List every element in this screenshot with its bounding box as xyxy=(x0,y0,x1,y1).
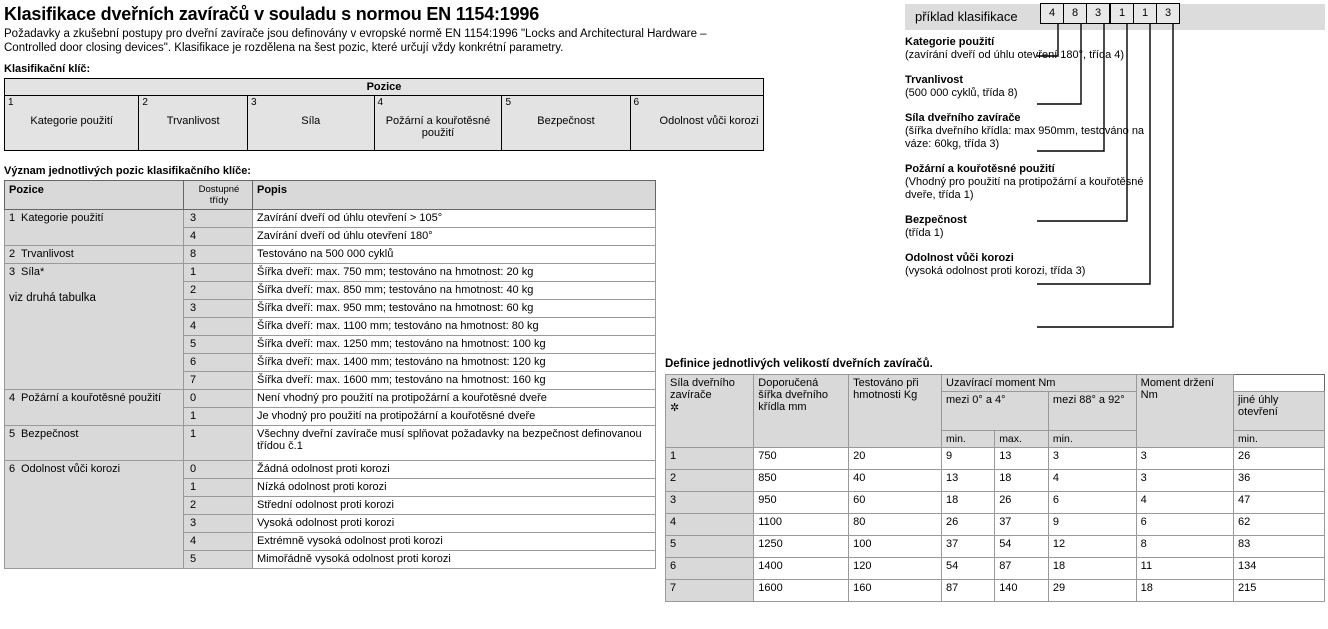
pozice-label-5: Bezpečnost xyxy=(537,115,595,127)
table-row xyxy=(5,210,656,228)
vyznam-group-text-6: Odolnost vůči korozi xyxy=(21,463,121,475)
vyznam-desc: Střední odolnost proti korozi xyxy=(253,497,656,515)
table-row xyxy=(666,514,1325,536)
vyznam-desc: Šířka dveří: max. 1600 mm; testováno na hmotnost: 160 kg xyxy=(253,372,656,390)
page-title: Klasifikace dveřních zavíračů v souladu s normou EN 1154:1996 xyxy=(4,4,540,24)
vyznam-class: 4 xyxy=(184,318,253,336)
def-minjine: 3 xyxy=(1136,448,1233,470)
vyznam-col-pozice: Pozice xyxy=(5,181,184,210)
vyznam-table xyxy=(4,180,656,569)
vyznam-group-label-5 xyxy=(5,426,184,461)
vyznam-class: 3 xyxy=(184,210,253,228)
table-row xyxy=(5,426,656,461)
def-maxdrzeni: 26 xyxy=(1234,448,1325,470)
vyznam-desc: Šířka dveří: max. 1250 mm; testováno na hmotnost: 100 kg xyxy=(253,336,656,354)
pozice-cell-3 xyxy=(248,96,374,151)
code-digit-6: 3 xyxy=(1156,3,1180,24)
pozice-label-4: Požární a kouřotěsné použití xyxy=(385,115,491,139)
vyznam-desc: Šířka dveří: max. 1400 mm; testováno na hmotnost: 120 kg xyxy=(253,354,656,372)
vyznam-group-num-6: 6 xyxy=(9,463,16,475)
vyznam-desc: Všechny dveřní zavírače musí splňovat požadavky na bezpečnost definovanou třídou č.1 xyxy=(253,426,656,461)
table-row xyxy=(666,558,1325,580)
code-digit-1: 4 xyxy=(1040,3,1063,24)
def-min04: 87 xyxy=(942,580,995,602)
classification-key-heading: Klasifikační klíč: xyxy=(4,63,91,75)
def-max04: 26 xyxy=(995,492,1049,514)
legend-title-6: Odolnost vůči korozi xyxy=(905,252,1014,264)
def-minjine: 3 xyxy=(1136,470,1233,492)
def-min04: 13 xyxy=(942,470,995,492)
vyznam-desc: Šířka dveří: max. 750 mm; testováno na hmotnost: 20 kg xyxy=(253,264,656,282)
legend-title-5: Bezpečnost xyxy=(905,214,967,226)
vyznam-desc: Šířka dveří: max. 1100 mm; testováno na hmotnost: 80 kg xyxy=(253,318,656,336)
definice-table xyxy=(665,374,1325,602)
pozice-number-2: 2 xyxy=(142,97,148,108)
vyznam-class: 0 xyxy=(184,390,253,408)
def-hmotnost: 40 xyxy=(849,470,942,492)
vyznam-class: 5 xyxy=(184,336,253,354)
def-min04: 9 xyxy=(942,448,995,470)
vyznam-group-label-4 xyxy=(5,390,184,426)
def-sila: 3 xyxy=(666,492,754,514)
vyznam-desc: Vysoká odolnost proti korozi xyxy=(253,515,656,533)
def-min8892: 12 xyxy=(1048,536,1136,558)
def-col-sila-mark: ✲ xyxy=(670,402,680,414)
legend-item-1 xyxy=(905,36,1155,62)
pozice-number-1: 1 xyxy=(8,97,14,108)
legend-desc-4: (Vhodný pro použití na protipožární a kouřotěsné dveře, třída 1) xyxy=(905,176,1144,201)
pozice-number-5: 5 xyxy=(505,97,512,108)
code-digit-5: 1 xyxy=(1133,3,1156,24)
vyznam-group-label-6 xyxy=(5,461,184,569)
pozice-number-6: 6 xyxy=(633,97,640,108)
def-maxdrzeni: 62 xyxy=(1234,514,1325,536)
def-sirka: 1600 xyxy=(754,580,849,602)
vyznam-group-num-5: 5 xyxy=(9,428,16,440)
vyznam-group-num-3: 3 xyxy=(9,266,16,278)
def-hmotnost: 120 xyxy=(849,558,942,580)
pozice-table xyxy=(4,78,764,151)
classification-code xyxy=(1040,3,1180,24)
table-row xyxy=(666,536,1325,558)
def-sirka: 950 xyxy=(754,492,849,514)
vyznam-group-note-3: viz druhá tabulka xyxy=(9,292,96,304)
def-sirka: 1100 xyxy=(754,514,849,536)
def-maxdrzeni: 134 xyxy=(1234,558,1325,580)
def-hmotnost: 60 xyxy=(849,492,942,514)
pozice-label-1: Kategorie použití xyxy=(30,115,113,127)
vyznam-group-num-1: 1 xyxy=(9,212,16,224)
priklad-title: příklad klasifikace xyxy=(915,9,1018,24)
table-row xyxy=(5,246,656,264)
vyznam-class: 1 xyxy=(184,426,253,461)
def-minjine: 11 xyxy=(1136,558,1233,580)
intro-paragraph: Požadavky a zkušební postupy pro dveřní zavírače jsou definovány v evropské normě EN 1154:1996 "Locks and Architectural Hardware – Controlled door closing devices". Klasifikace je rozdělena na šest pozic, které určují vždy konkrétní parametry. xyxy=(4,28,707,54)
vyznam-group-num-4: 4 xyxy=(9,392,16,404)
def-col-sila xyxy=(666,375,754,448)
vyznam-col-popis: Popis xyxy=(253,181,656,210)
def-min04: 37 xyxy=(942,536,995,558)
vyznam-class: 8 xyxy=(184,246,253,264)
def-sirka: 1400 xyxy=(754,558,849,580)
def-sila: 4 xyxy=(666,514,754,536)
def-minjine: 18 xyxy=(1136,580,1233,602)
legend-title-1: Kategorie použití xyxy=(905,36,995,48)
right-column xyxy=(665,0,1328,629)
vyznam-class: 2 xyxy=(184,497,253,515)
def-sila: 7 xyxy=(666,580,754,602)
vyznam-desc: Mimořádně vysoká odolnost proti korozi xyxy=(253,551,656,569)
vyznam-class: 1 xyxy=(184,479,253,497)
def-unit-min3: min. xyxy=(1234,431,1325,448)
vyznam-class: 0 xyxy=(184,461,253,479)
def-max04: 87 xyxy=(995,558,1049,580)
def-max04: 140 xyxy=(995,580,1049,602)
def-max04: 54 xyxy=(995,536,1049,558)
def-minjine: 6 xyxy=(1136,514,1233,536)
legend-title-4: Požární a kouřotěsné použití xyxy=(905,163,1055,175)
vyznam-group-label-1 xyxy=(5,210,184,246)
vyznam-class: 3 xyxy=(184,300,253,318)
code-digit-3: 3 xyxy=(1086,3,1109,24)
def-maxdrzeni: 36 xyxy=(1234,470,1325,492)
legend-item-3 xyxy=(905,112,1155,151)
def-hmotnost: 100 xyxy=(849,536,942,558)
legend-list xyxy=(905,36,1155,285)
def-col-sirka: Doporučená šířka dveřního křídla mm xyxy=(754,375,849,448)
vyznam-desc: Žádná odolnost proti korozi xyxy=(253,461,656,479)
def-col-hmotnost: Testováno při hmotnosti Kg xyxy=(849,375,942,448)
legend-item-2 xyxy=(905,74,1155,100)
vyznam-group-label-3 xyxy=(5,264,184,390)
code-digit-4: 1 xyxy=(1109,3,1133,24)
code-digit-2: 8 xyxy=(1063,3,1086,24)
legend-item-6 xyxy=(905,252,1155,278)
def-unit-min2: min. xyxy=(1048,431,1136,448)
pozice-number-3: 3 xyxy=(251,97,257,108)
vyznam-col-tridy: Dostupné třídy xyxy=(184,181,253,210)
def-sila: 6 xyxy=(666,558,754,580)
vyznam-desc: Testováno na 500 000 cyklů xyxy=(253,246,656,264)
table-row xyxy=(5,461,656,479)
legend-title-2: Trvanlivost xyxy=(905,74,964,86)
vyznam-desc: Šířka dveří: max. 850 mm; testováno na hmotnost: 40 kg xyxy=(253,282,656,300)
vyznam-class: 2 xyxy=(184,282,253,300)
legend-desc-2: (500 000 cyklů, třída 8) xyxy=(905,87,1018,99)
pozice-cell-2 xyxy=(139,96,248,151)
def-max04: 18 xyxy=(995,470,1049,492)
vyznam-desc: Není vhodný pro použití na protipožární a kouřotěsné dveře xyxy=(253,390,656,408)
vyznam-desc: Zavírání dveří od úhlu otevření > 105° xyxy=(253,210,656,228)
pozice-number-4: 4 xyxy=(377,97,384,108)
def-sirka: 750 xyxy=(754,448,849,470)
pozice-cell-4 xyxy=(374,96,502,151)
vyznam-class: 7 xyxy=(184,372,253,390)
def-min04: 18 xyxy=(942,492,995,514)
table-row xyxy=(666,470,1325,492)
def-sila: 2 xyxy=(666,470,754,492)
def-max04: 37 xyxy=(995,514,1049,536)
pozice-label-3: Síla xyxy=(301,115,321,127)
def-sub-jine: jiné úhly otevření xyxy=(1234,392,1325,431)
vyznam-class: 4 xyxy=(184,228,253,246)
def-sub-88-92: mezi 88° a 92° xyxy=(1048,392,1136,431)
def-maxdrzeni: 47 xyxy=(1234,492,1325,514)
vyznam-group-text-2: Trvanlivost xyxy=(21,248,74,260)
vyznam-heading: Význam jednotlivých pozic klasifikačního klíče: xyxy=(4,165,251,177)
def-sirka: 850 xyxy=(754,470,849,492)
def-maxdrzeni: 83 xyxy=(1234,536,1325,558)
pozice-cell-6 xyxy=(630,96,763,151)
def-max04: 13 xyxy=(995,448,1049,470)
vyznam-group-text-3: Síla* xyxy=(21,266,45,278)
vyznam-desc: Extrémně vysoká odolnost proti korozi xyxy=(253,533,656,551)
def-min8892: 29 xyxy=(1048,580,1136,602)
pozice-cell-5 xyxy=(502,96,630,151)
def-col-sila-label: Síla dveřního zavírače xyxy=(670,377,735,401)
legend-desc-5: (třída 1) xyxy=(905,227,944,239)
def-col-uzaviraci-moment: Uzavírací moment Nm xyxy=(942,375,1137,392)
def-min8892: 4 xyxy=(1048,470,1136,492)
vyznam-class: 4 xyxy=(184,533,253,551)
def-sirka: 1250 xyxy=(754,536,849,558)
def-min8892: 3 xyxy=(1048,448,1136,470)
vyznam-group-text-1: Kategorie použití xyxy=(21,212,104,224)
vyznam-group-text-4: Požární a kouřotěsné použití xyxy=(21,392,162,404)
def-sila: 1 xyxy=(666,448,754,470)
legend-title-3: Síla dveřního zavírače xyxy=(905,112,1021,124)
def-min8892: 18 xyxy=(1048,558,1136,580)
def-sub-0-4: mezi 0° a 4° xyxy=(942,392,1049,431)
def-hmotnost: 80 xyxy=(849,514,942,536)
vyznam-class: 1 xyxy=(184,264,253,282)
table-row xyxy=(666,580,1325,602)
table-row xyxy=(5,264,656,282)
def-hmotnost: 160 xyxy=(849,580,942,602)
def-min8892: 6 xyxy=(1048,492,1136,514)
def-minjine: 8 xyxy=(1136,536,1233,558)
definice-heading: Definice jednotlivých velikostí dveřních zavíračů. xyxy=(665,358,933,370)
def-unit-max1: max. xyxy=(995,431,1049,448)
vyznam-group-label-2 xyxy=(5,246,184,264)
table-row xyxy=(666,492,1325,514)
vyznam-desc: Nízká odolnost proti korozi xyxy=(253,479,656,497)
def-unit-min1: min. xyxy=(942,431,995,448)
def-maxdrzeni: 215 xyxy=(1234,580,1325,602)
table-row xyxy=(666,448,1325,470)
pozice-table-header: Pozice xyxy=(5,79,764,96)
vyznam-desc: Šířka dveří: max. 950 mm; testováno na hmotnost: 60 kg xyxy=(253,300,656,318)
vyznam-desc: Zavírání dveří od úhlu otevření 180° xyxy=(253,228,656,246)
vyznam-group-text-5: Bezpečnost xyxy=(21,428,79,440)
pozice-cell-1 xyxy=(5,96,139,151)
def-min8892: 9 xyxy=(1048,514,1136,536)
vyznam-class: 5 xyxy=(184,551,253,569)
vyznam-class: 3 xyxy=(184,515,253,533)
legend-desc-1: (zavírání dveří od úhlu otevření 180°, třída 4) xyxy=(905,49,1125,61)
legend-desc-3: (šířka dveřního křídla: max 950mm, testováno na váze: 60kg, třída 3) xyxy=(905,125,1145,150)
legend-item-5 xyxy=(905,214,1155,240)
vyznam-class: 6 xyxy=(184,354,253,372)
def-sila: 5 xyxy=(666,536,754,558)
vyznam-desc: Je vhodný pro použití na protipožární a kouřotěsné dveře xyxy=(253,408,656,426)
def-min04: 54 xyxy=(942,558,995,580)
def-min04: 26 xyxy=(942,514,995,536)
legend-item-4 xyxy=(905,163,1155,202)
def-col-moment-drzeni: Moment držení Nm xyxy=(1136,375,1233,448)
vyznam-class: 1 xyxy=(184,408,253,426)
def-hmotnost: 20 xyxy=(849,448,942,470)
vyznam-group-num-2: 2 xyxy=(9,248,16,260)
table-row xyxy=(5,390,656,408)
pozice-label-6: Odolnost vůči korozi xyxy=(659,115,759,127)
legend-desc-6: (vysoká odolnost proti korozi, třída 3) xyxy=(905,265,1086,277)
def-minjine: 4 xyxy=(1136,492,1233,514)
pozice-label-2: Trvanlivost xyxy=(166,115,220,127)
